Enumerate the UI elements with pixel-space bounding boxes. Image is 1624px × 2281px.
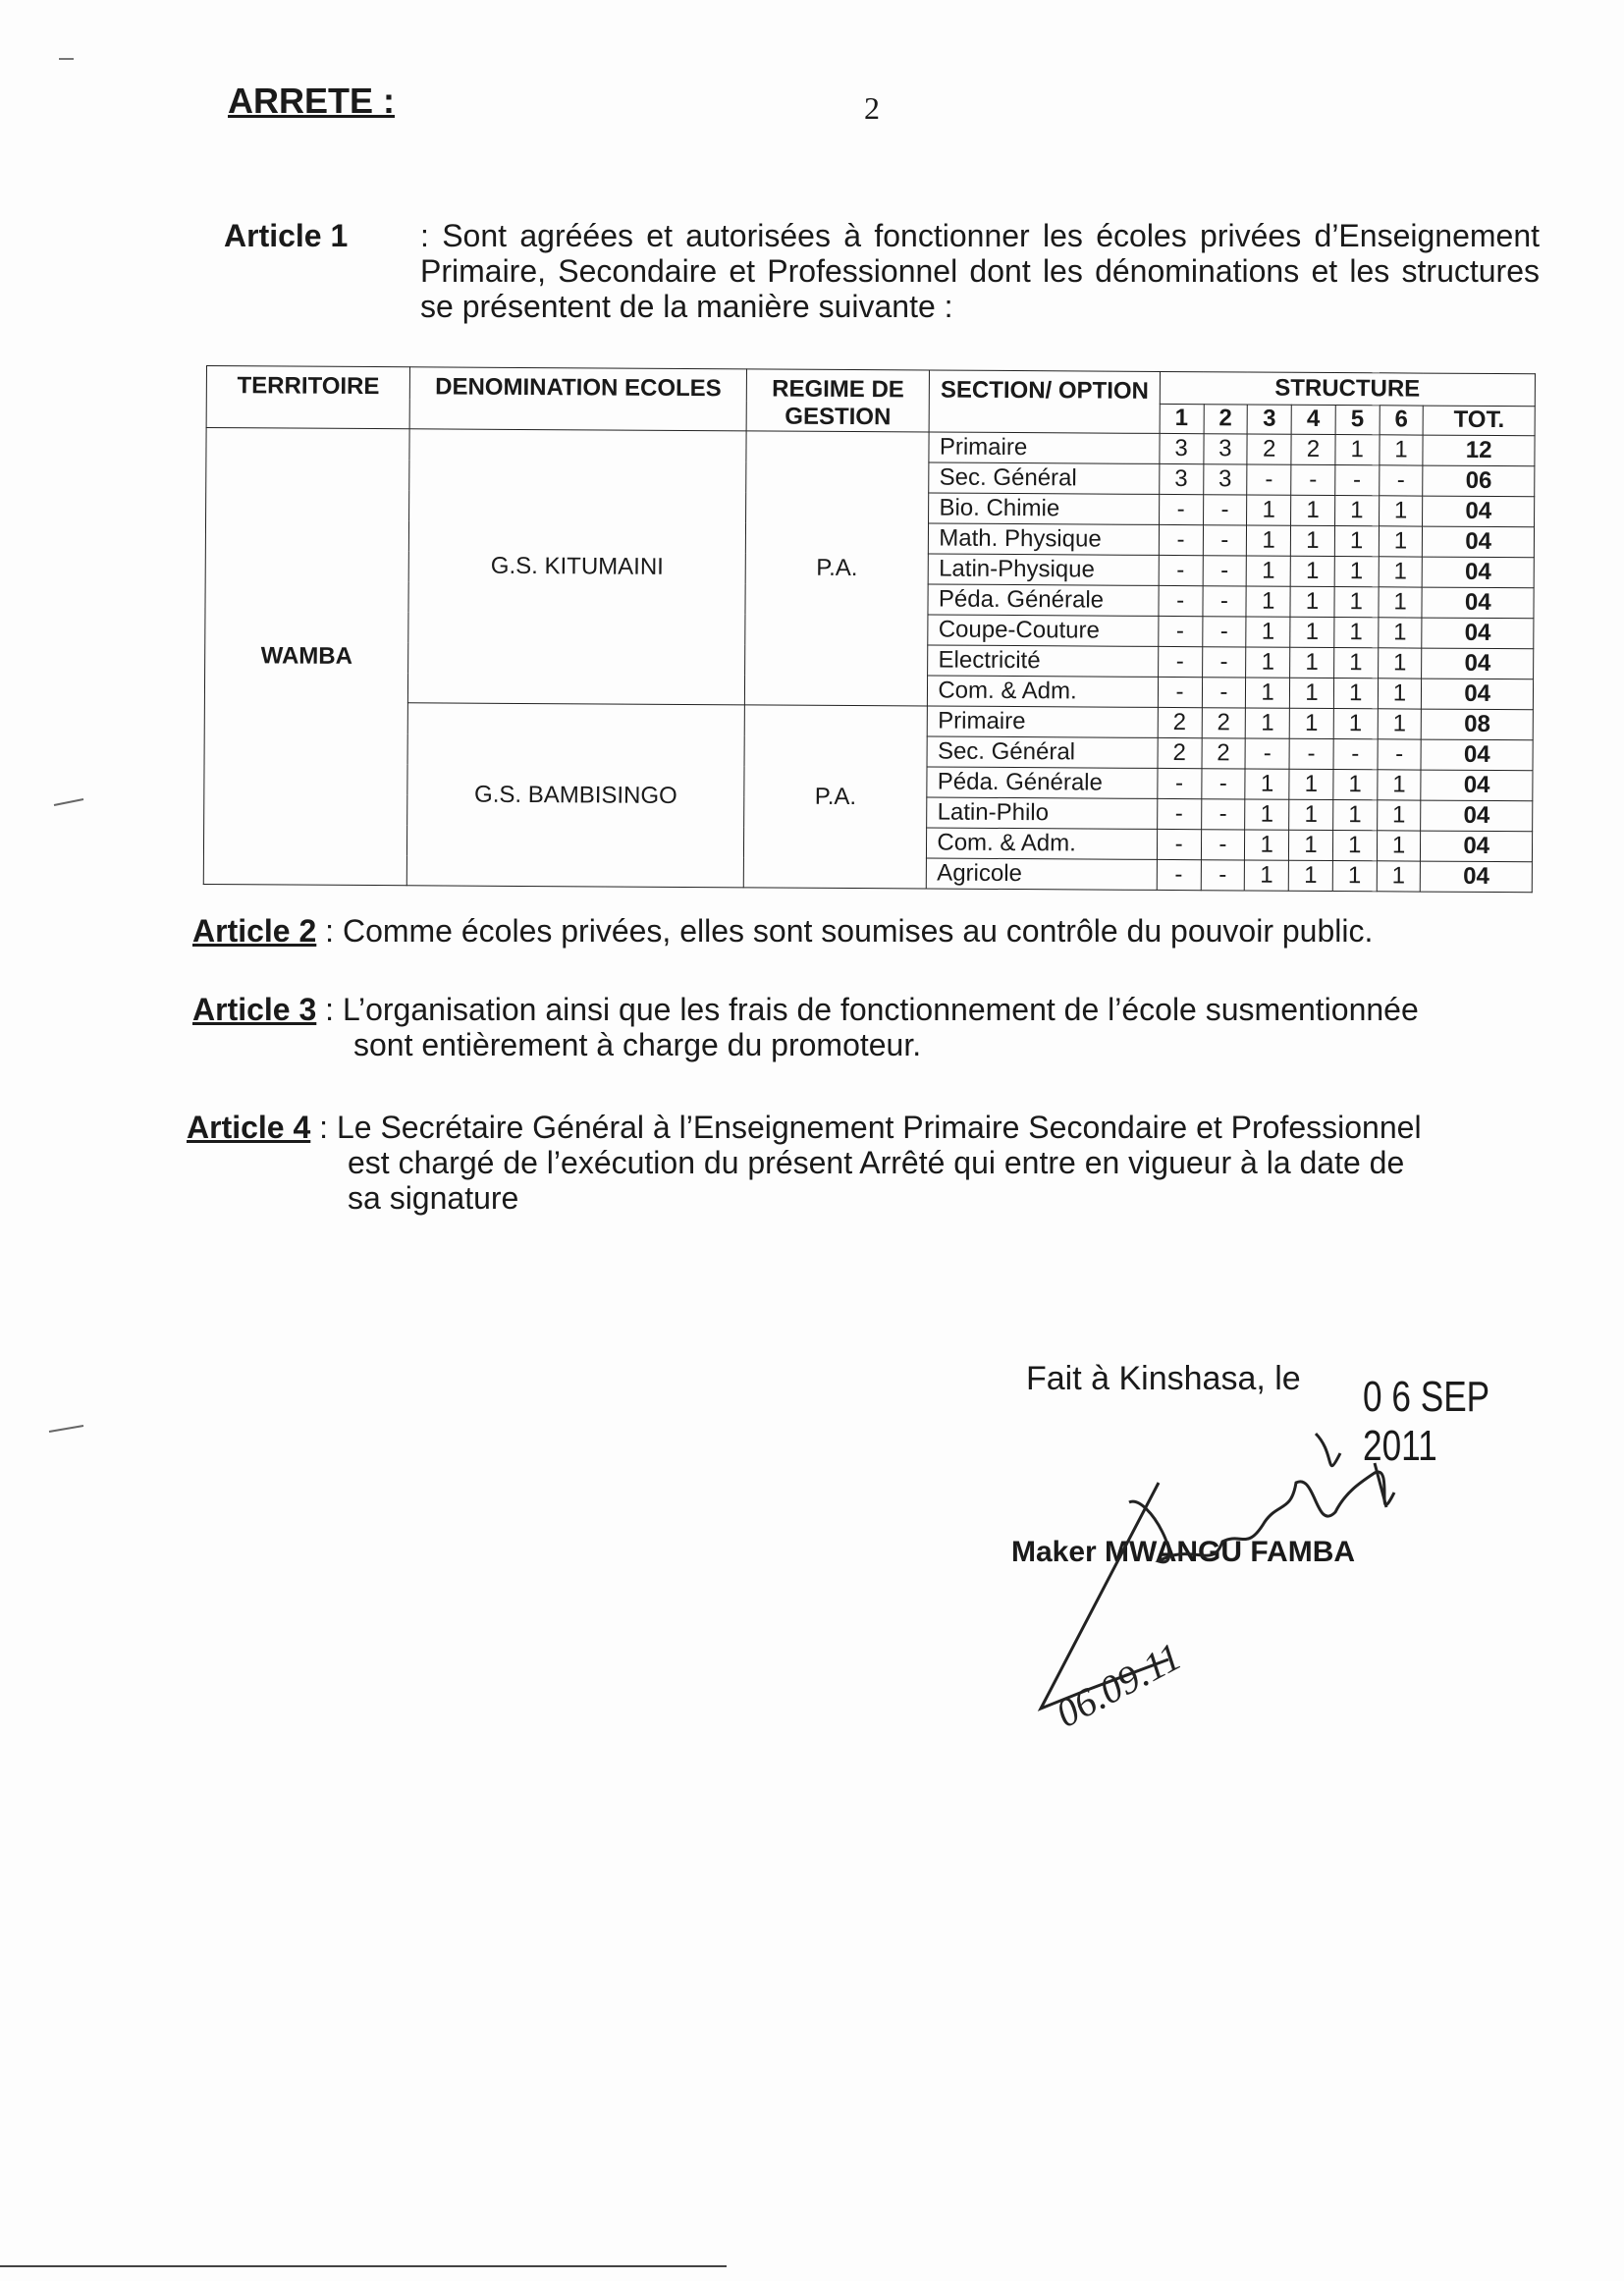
year-3-cell: 1 — [1246, 617, 1290, 647]
year-6-cell: 1 — [1378, 709, 1422, 739]
article-2-label: Article 2 — [192, 913, 317, 949]
document-heading: ARRETE : — [228, 81, 395, 121]
year-6-cell: 1 — [1378, 679, 1422, 709]
section-cell: Bio. Chimie — [929, 493, 1160, 524]
article-2-text: : Comme écoles privées, elles sont soumises au contrôle du pouvoir public. — [325, 913, 1374, 949]
year-4-cell: 1 — [1290, 647, 1334, 678]
year-3-cell: - — [1245, 738, 1289, 769]
col-year-3: 3 — [1247, 405, 1291, 435]
year-2-cell: - — [1203, 556, 1247, 586]
year-2-cell: 2 — [1202, 738, 1246, 769]
date-stamp: 0 6 SEP 2011 — [1363, 1373, 1489, 1470]
year-1-cell: - — [1158, 646, 1202, 677]
year-1-cell: - — [1157, 798, 1201, 829]
year-4-cell: 1 — [1289, 799, 1333, 830]
col-year-6: 6 — [1380, 405, 1424, 435]
section-cell: Sec. Général — [927, 736, 1158, 768]
year-4-cell: 2 — [1291, 434, 1335, 464]
year-5-cell: 1 — [1334, 618, 1379, 648]
year-1-cell: - — [1158, 677, 1202, 707]
year-4-cell: 1 — [1290, 617, 1334, 647]
year-6-cell: - — [1379, 465, 1423, 496]
article-3-line-2: sont entièrement à charge du promoteur. — [353, 1027, 922, 1062]
year-5-cell: 1 — [1332, 861, 1377, 892]
year-3-cell: - — [1247, 464, 1291, 495]
page-number: 2 — [864, 90, 880, 126]
article-4-line-1: : Le Secrétaire Général à l’Enseignement Primaire Secondaire et Professionnel — [319, 1110, 1422, 1145]
col-total: TOT. — [1423, 406, 1535, 436]
year-6-cell: 1 — [1379, 557, 1423, 587]
year-4-cell: - — [1291, 464, 1335, 495]
year-5-cell: 1 — [1333, 679, 1378, 709]
article-3-line-1: : L’organisation ainsi que les frais de fonctionnement de l’école susmentionnée — [325, 992, 1419, 1027]
year-4-cell: 1 — [1290, 556, 1334, 586]
year-3-cell: 1 — [1246, 647, 1290, 678]
year-1-cell: - — [1159, 555, 1203, 585]
section-cell: Agricole — [927, 858, 1158, 890]
year-3-cell: 1 — [1245, 799, 1289, 830]
article-4-label: Article 4 — [187, 1110, 311, 1145]
article-1-text: : Sont agréées et autorisées à fonctionner les écoles privées d’Enseignement Primaire, Secondaire et Professionnel dont les dénominations et les structures se présentent de la manière suivante : — [420, 218, 1540, 324]
year-1-cell: - — [1158, 768, 1202, 798]
year-3-cell: 1 — [1247, 525, 1291, 556]
year-1-cell: - — [1157, 859, 1201, 890]
year-6-cell: 1 — [1379, 496, 1423, 526]
regime-cell: P.A. — [743, 705, 928, 889]
total-cell: 04 — [1422, 587, 1534, 619]
school-name-cell: G.S. BAMBISINGO — [407, 703, 745, 888]
year-3-cell: 1 — [1245, 830, 1289, 860]
year-3-cell: 1 — [1246, 586, 1290, 617]
article-4-line-2: est chargé de l’exécution du présent Arrêté qui entre en vigueur à la date de — [348, 1145, 1405, 1180]
col-year-4: 4 — [1291, 405, 1335, 435]
year-5-cell: 1 — [1334, 587, 1379, 618]
year-3-cell: 1 — [1245, 708, 1289, 738]
section-cell: Math. Physique — [929, 523, 1160, 555]
col-denomination: DENOMINATION ECOLES — [409, 367, 746, 431]
year-5-cell: 1 — [1332, 831, 1377, 861]
year-2-cell: - — [1201, 860, 1245, 891]
col-regime: REGIME DE GESTION — [746, 369, 930, 432]
col-year-5: 5 — [1335, 405, 1380, 435]
year-5-cell: 1 — [1333, 648, 1378, 679]
total-cell: 04 — [1423, 496, 1535, 527]
section-cell: Com. & Adm. — [927, 828, 1158, 859]
col-year-1: 1 — [1160, 404, 1204, 434]
year-5-cell: 1 — [1334, 557, 1379, 587]
school-name-cell: G.S. KITUMAINI — [408, 429, 746, 705]
year-6-cell: 1 — [1377, 861, 1421, 892]
year-4-cell: 1 — [1290, 586, 1334, 617]
section-cell: Electricité — [928, 645, 1159, 677]
year-4-cell: 1 — [1291, 495, 1335, 525]
year-3-cell: 1 — [1245, 769, 1289, 799]
year-5-cell: 1 — [1335, 435, 1380, 465]
total-cell: 04 — [1421, 800, 1533, 832]
year-2-cell: - — [1201, 830, 1245, 860]
year-4-cell: 1 — [1289, 678, 1333, 708]
total-cell: 06 — [1423, 465, 1535, 497]
year-1-cell: - — [1158, 616, 1202, 646]
year-2-cell: - — [1201, 769, 1245, 799]
section-cell: Latin-Physique — [929, 554, 1160, 585]
year-2-cell: - — [1202, 647, 1246, 678]
year-2-cell: - — [1202, 586, 1246, 617]
total-cell: 04 — [1421, 831, 1533, 862]
article-3-label: Article 3 — [192, 992, 317, 1027]
year-2-cell: - — [1203, 525, 1247, 556]
signer-name: Maker MWANGU FAMBA — [1011, 1536, 1356, 1568]
year-2-cell: 3 — [1203, 434, 1247, 464]
section-cell: Coupe-Couture — [928, 615, 1159, 646]
year-6-cell: 1 — [1377, 831, 1421, 861]
section-cell: Péda. Générale — [927, 767, 1158, 798]
year-4-cell: 1 — [1288, 860, 1332, 891]
section-cell: Primaire — [928, 706, 1159, 737]
year-6-cell: 1 — [1379, 587, 1423, 618]
total-cell: 04 — [1423, 526, 1535, 558]
year-3-cell: 2 — [1247, 434, 1291, 464]
year-4-cell: 1 — [1290, 525, 1334, 556]
section-cell: Primaire — [929, 432, 1160, 463]
col-section: SECTION/ OPTION — [929, 370, 1160, 433]
section-cell: Com. & Adm. — [928, 676, 1159, 707]
year-3-cell: 1 — [1245, 860, 1289, 891]
year-5-cell: 1 — [1333, 770, 1378, 800]
total-cell: 12 — [1423, 435, 1535, 466]
year-4-cell: 1 — [1289, 708, 1333, 738]
col-structure: STRUCTURE — [1160, 371, 1535, 406]
year-6-cell: 1 — [1378, 648, 1422, 679]
year-1-cell: - — [1157, 829, 1201, 859]
year-5-cell: 1 — [1334, 496, 1379, 526]
year-6-cell: 1 — [1379, 526, 1423, 557]
year-6-cell: 1 — [1380, 435, 1424, 465]
year-2-cell: 3 — [1203, 464, 1247, 495]
year-1-cell: - — [1159, 494, 1203, 524]
article-1-label: Article 1 — [224, 218, 349, 253]
handwritten-date: 06.09.11 — [1049, 1633, 1189, 1736]
place-text: Fait à Kinshasa, le — [1026, 1360, 1301, 1397]
col-territoire: TERRITOIRE — [206, 366, 410, 429]
year-3-cell: 1 — [1247, 495, 1291, 525]
year-6-cell: - — [1378, 739, 1422, 770]
year-5-cell: - — [1333, 739, 1378, 770]
year-5-cell: 1 — [1333, 709, 1378, 739]
year-2-cell: - — [1203, 495, 1247, 525]
year-4-cell: - — [1289, 738, 1333, 769]
year-1-cell: 3 — [1160, 433, 1204, 463]
regime-cell: P.A. — [744, 431, 929, 706]
total-cell: 04 — [1421, 770, 1533, 801]
year-4-cell: 1 — [1289, 830, 1333, 860]
year-1-cell: 2 — [1158, 737, 1202, 768]
year-1-cell: - — [1159, 585, 1203, 616]
col-year-2: 2 — [1204, 404, 1248, 434]
total-cell: 08 — [1422, 709, 1534, 740]
year-2-cell: - — [1201, 799, 1245, 830]
year-4-cell: 1 — [1289, 769, 1333, 799]
year-2-cell: - — [1202, 617, 1246, 647]
total-cell: 04 — [1422, 679, 1534, 710]
article-4-line-3: sa signature — [348, 1180, 519, 1216]
total-cell: 04 — [1421, 861, 1533, 893]
section-cell: Péda. Générale — [928, 584, 1159, 616]
territoire-cell: WAMBA — [203, 428, 409, 886]
total-cell: 04 — [1421, 739, 1533, 771]
year-2-cell: - — [1202, 678, 1246, 708]
year-5-cell: 1 — [1332, 800, 1377, 831]
year-5-cell: - — [1335, 465, 1380, 496]
year-1-cell: - — [1159, 524, 1203, 555]
total-cell: 04 — [1422, 648, 1534, 679]
year-6-cell: 1 — [1377, 800, 1421, 831]
year-3-cell: 1 — [1246, 678, 1290, 708]
year-1-cell: 2 — [1158, 707, 1202, 737]
section-cell: Sec. Général — [929, 462, 1160, 494]
total-cell: 04 — [1422, 618, 1534, 649]
year-1-cell: 3 — [1159, 463, 1203, 494]
year-5-cell: 1 — [1334, 526, 1379, 557]
section-cell: Latin-Philo — [927, 797, 1158, 829]
total-cell: 04 — [1423, 557, 1535, 588]
year-2-cell: 2 — [1202, 708, 1246, 738]
year-6-cell: 1 — [1377, 770, 1421, 800]
year-6-cell: 1 — [1378, 618, 1422, 648]
year-3-cell: 1 — [1246, 556, 1290, 586]
